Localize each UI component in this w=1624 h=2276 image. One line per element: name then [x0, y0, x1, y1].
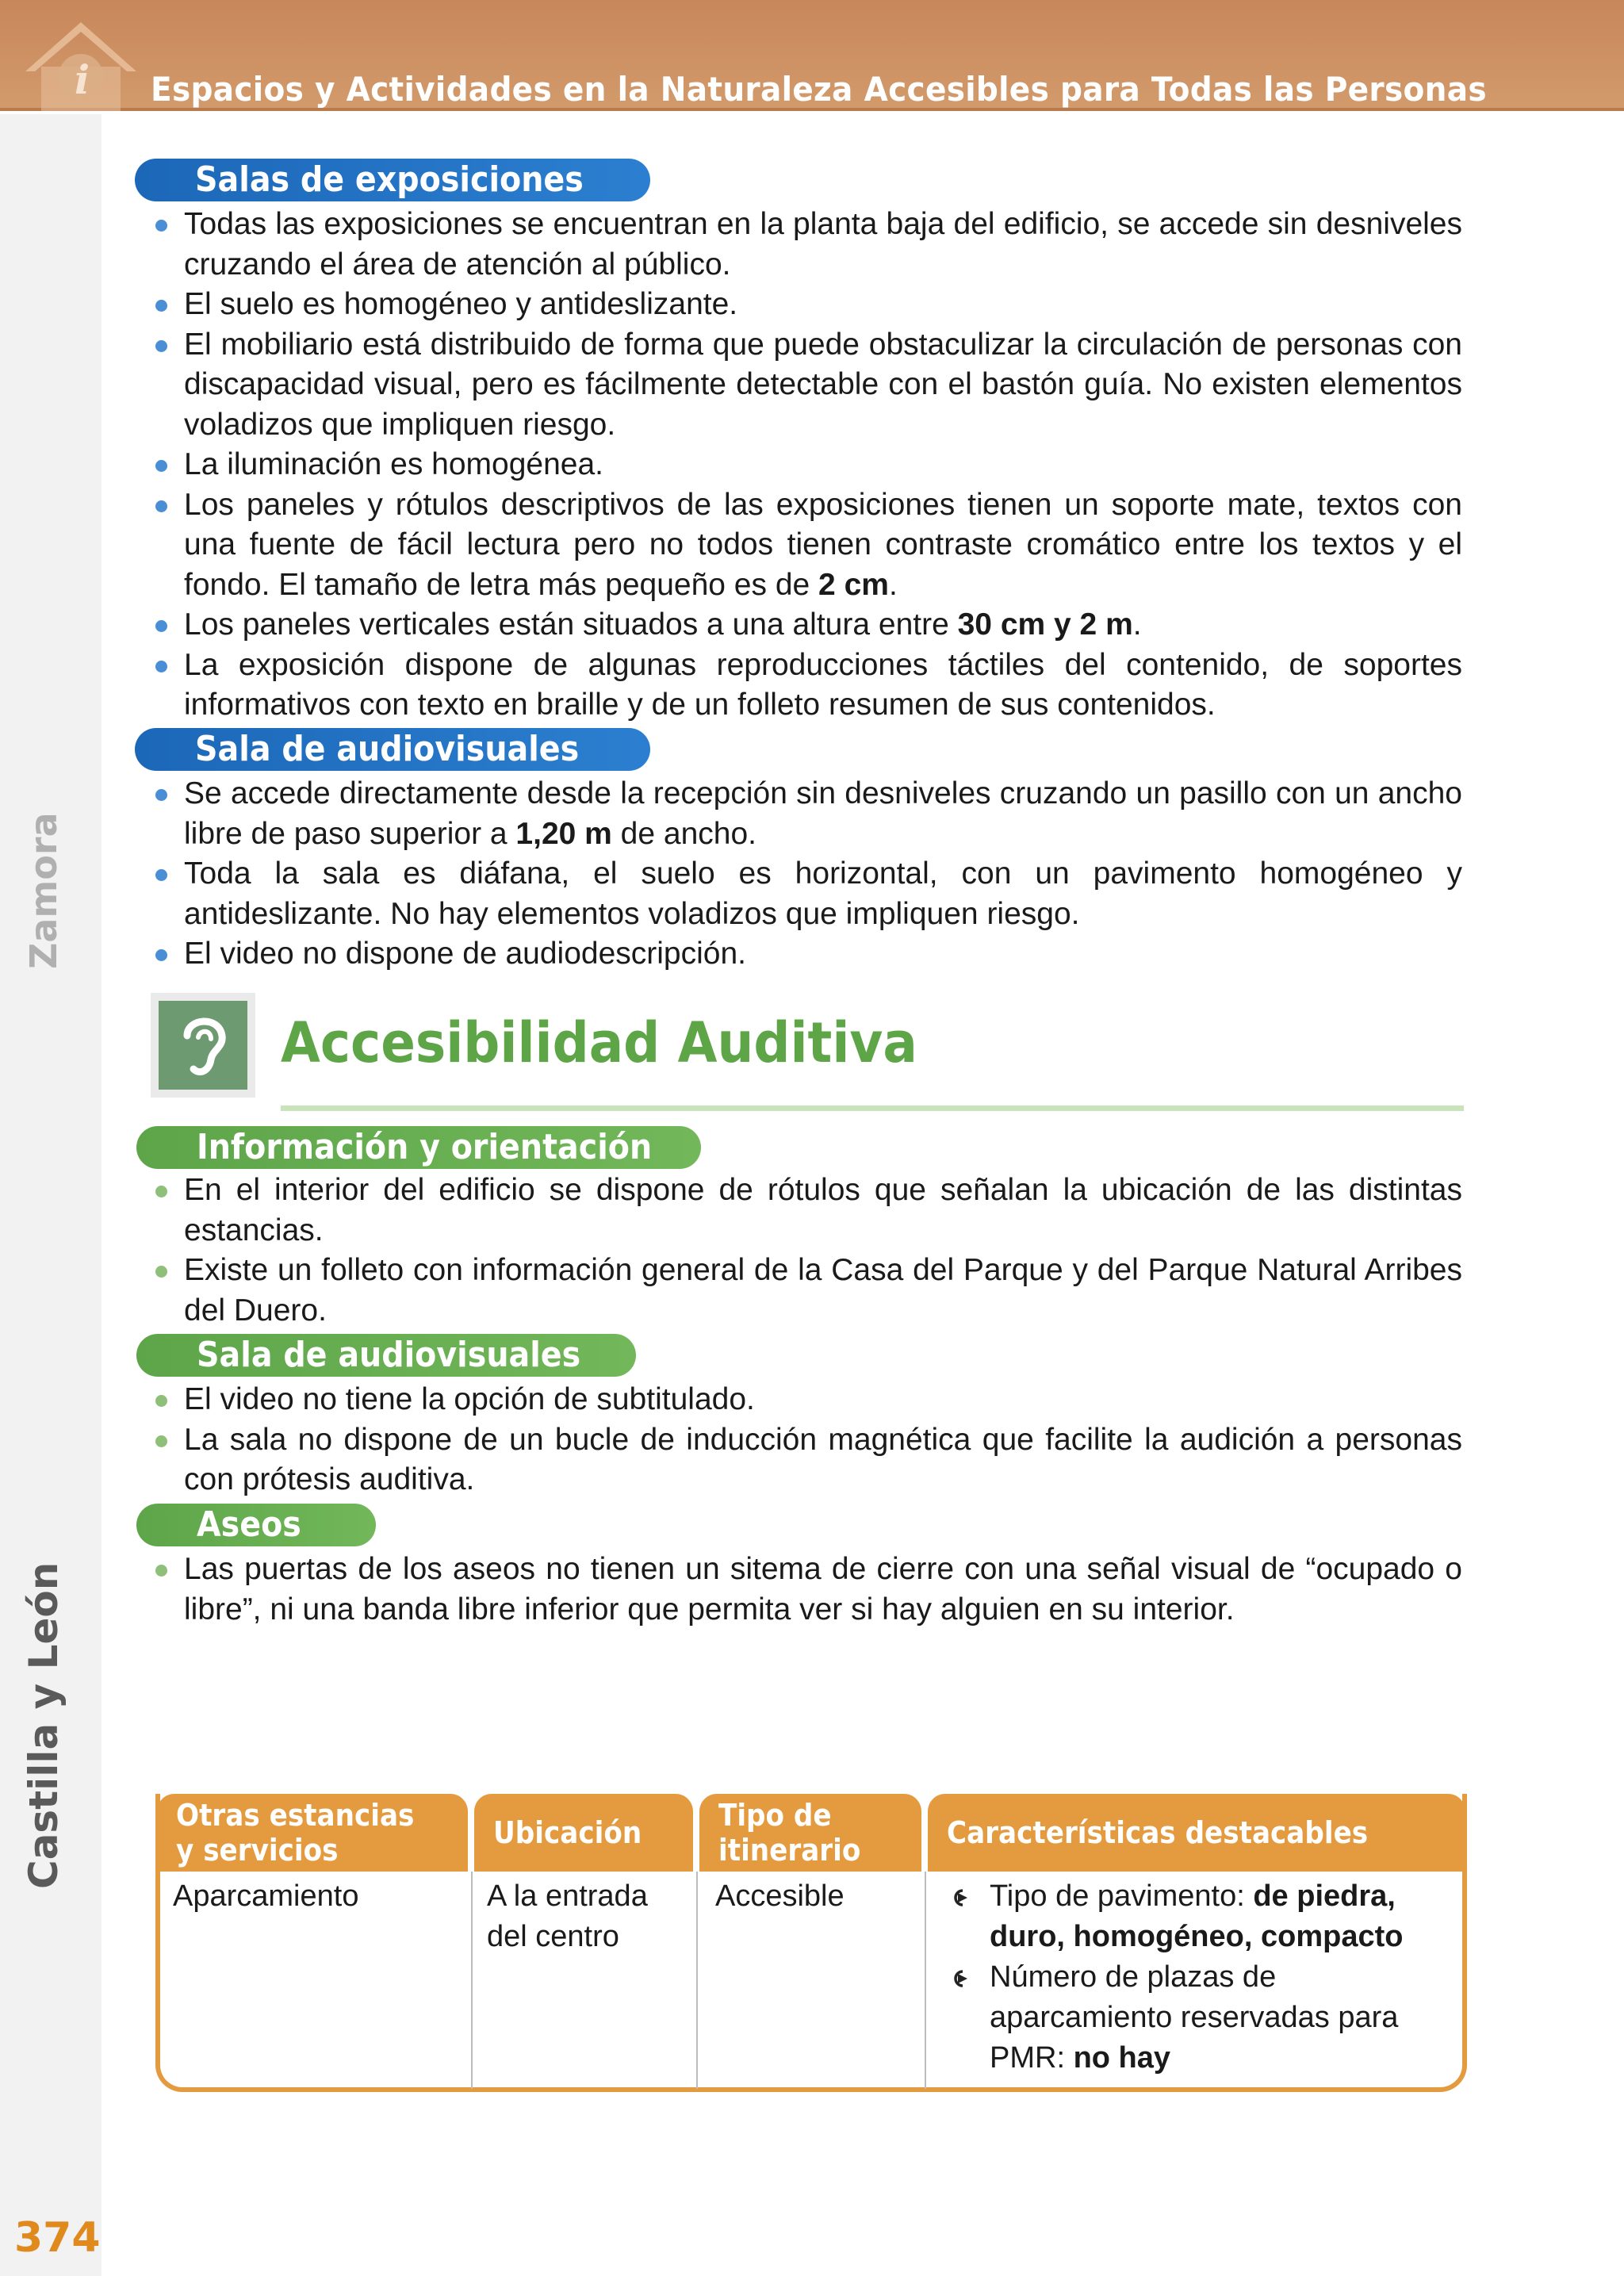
- table-divider: [471, 1872, 473, 2089]
- house-info-icon: [17, 14, 144, 111]
- list-item: Los paneles verticales están situados a una altura entre 30 cm y 2 m.: [184, 605, 1462, 646]
- list-item: Toda la sala es diáfana, el suelo es horizontal, con un pavimento homogéneo y antideslizante. No hay elementos voladizos que impliquen riesgo.: [184, 854, 1462, 934]
- sidebar-region: Castilla y León: [21, 1561, 67, 1889]
- heading-label: Sala de audiovisuales: [197, 1335, 581, 1375]
- table-cell-estancia: Aparcamiento: [173, 1879, 359, 1913]
- document-title: Espacios y Actividades en la Naturaleza Accesibles para Todas las Personas: [151, 70, 1487, 109]
- ear-icon: [151, 993, 255, 1098]
- table-cell-itinerario: Accesible: [715, 1879, 845, 1913]
- svg-text:i: i: [75, 56, 90, 103]
- heading-label: Salas de exposiciones: [195, 159, 584, 200]
- heading-informacion-orientacion: [136, 1126, 701, 1169]
- table-divider: [925, 1872, 926, 2089]
- list-item: El video no tiene la opción de subtitulado.: [184, 1380, 1462, 1420]
- list-item: El mobiliario está distribuido de forma que puede obstaculizar la circulación de personas con discapacidad visual, pero es fácilmente detectable con el bastón guía. No existen elementos voladizos que impliquen riesgo.: [184, 325, 1462, 446]
- feature-plazas-pmr: Número de plazas de aparcamiento reservadas para PMR: no hay: [990, 1960, 1399, 2075]
- header-bar: [0, 0, 1624, 111]
- table-header-itinerario: Tipo de itinerario: [699, 1794, 921, 1872]
- table-header-ubicacion: Ubicación: [474, 1794, 693, 1872]
- sidebar-province: Zamora: [22, 812, 65, 969]
- section-title: Accesibilidad Auditiva: [281, 1010, 917, 1075]
- list-item: El suelo es homogéneo y antideslizante.: [184, 285, 1462, 325]
- table-header-estancias: Otras estancias y servicios: [157, 1794, 468, 1872]
- list-sala-audiovisuales: [184, 774, 1462, 975]
- heading-salas-exposiciones: [135, 159, 650, 201]
- list-item: Se accede directamente desde la recepción sin desniveles cruzando un pasillo con un ancho libre de paso superior a 1,20 m de ancho.: [184, 774, 1462, 854]
- heading-sala-audiovisuales-auditiva: [136, 1334, 636, 1377]
- list-aseos: [184, 1550, 1462, 1630]
- table-divider: [696, 1872, 698, 2089]
- heading-label: Sala de audiovisuales: [195, 729, 580, 769]
- page-number: 374: [14, 2214, 101, 2262]
- list-item: La iluminación es homogénea.: [184, 445, 1462, 485]
- section-underline: [281, 1105, 1464, 1111]
- heading-label: Aseos: [197, 1504, 301, 1545]
- table-header-caracteristicas: Características destacables: [928, 1794, 1465, 1872]
- table-cell-ubicacion: A la entrada del centro: [487, 1879, 648, 1953]
- list-item: Los paneles y rótulos descriptivos de las exposiciones tienen un soporte mate, textos con una fuente de fácil lectura pero no todos tienen contraste cromático entre los textos y el fondo. El tamaño de letra más pequeño es de 2 cm.: [184, 485, 1462, 606]
- heading-label: Información y orientación: [197, 1127, 653, 1167]
- list-sala-audiovisuales-auditiva: [184, 1380, 1462, 1500]
- feature-pavimento: Tipo de pavimento: de piedra, duro, homogéneo, compacto: [990, 1879, 1404, 1953]
- list-informacion-orientacion: [184, 1171, 1462, 1331]
- list-item: Las puertas de los aseos no tienen un sitema de cierre con una señal visual de “ocupado o libre”, ni una banda libre inferior que permita ver si hay alguien en su interior.: [184, 1550, 1462, 1630]
- list-item: Existe un folleto con información general de la Casa del Parque y del Parque Natural Arribes del Duero.: [184, 1251, 1462, 1331]
- list-item: En el interior del edificio se dispone de rótulos que señalan la ubicación de las distintas estancias.: [184, 1171, 1462, 1251]
- list-item: La exposición dispone de algunas reproducciones táctiles del contenido, de soportes informativos con texto en braille y de un folleto resumen de sus contenidos.: [184, 646, 1462, 726]
- arrow-right-icon: [947, 1967, 971, 1991]
- list-item: Todas las exposiciones se encuentran en la planta baja del edificio, se accede sin desniveles cruzando el área de atención al público.: [184, 205, 1462, 285]
- heading-aseos: [136, 1504, 376, 1546]
- list-salas-exposiciones: [184, 205, 1462, 726]
- sidebar: [0, 114, 102, 2276]
- list-item: El video no dispone de audiodescripción.: [184, 934, 1462, 975]
- heading-sala-audiovisuales: [135, 728, 650, 771]
- list-item: La sala no dispone de un bucle de inducción magnética que facilite la audición a personas con prótesis auditiva.: [184, 1420, 1462, 1500]
- arrow-right-icon: [947, 1886, 971, 1910]
- section-accesibilidad-auditiva: [151, 993, 1464, 1113]
